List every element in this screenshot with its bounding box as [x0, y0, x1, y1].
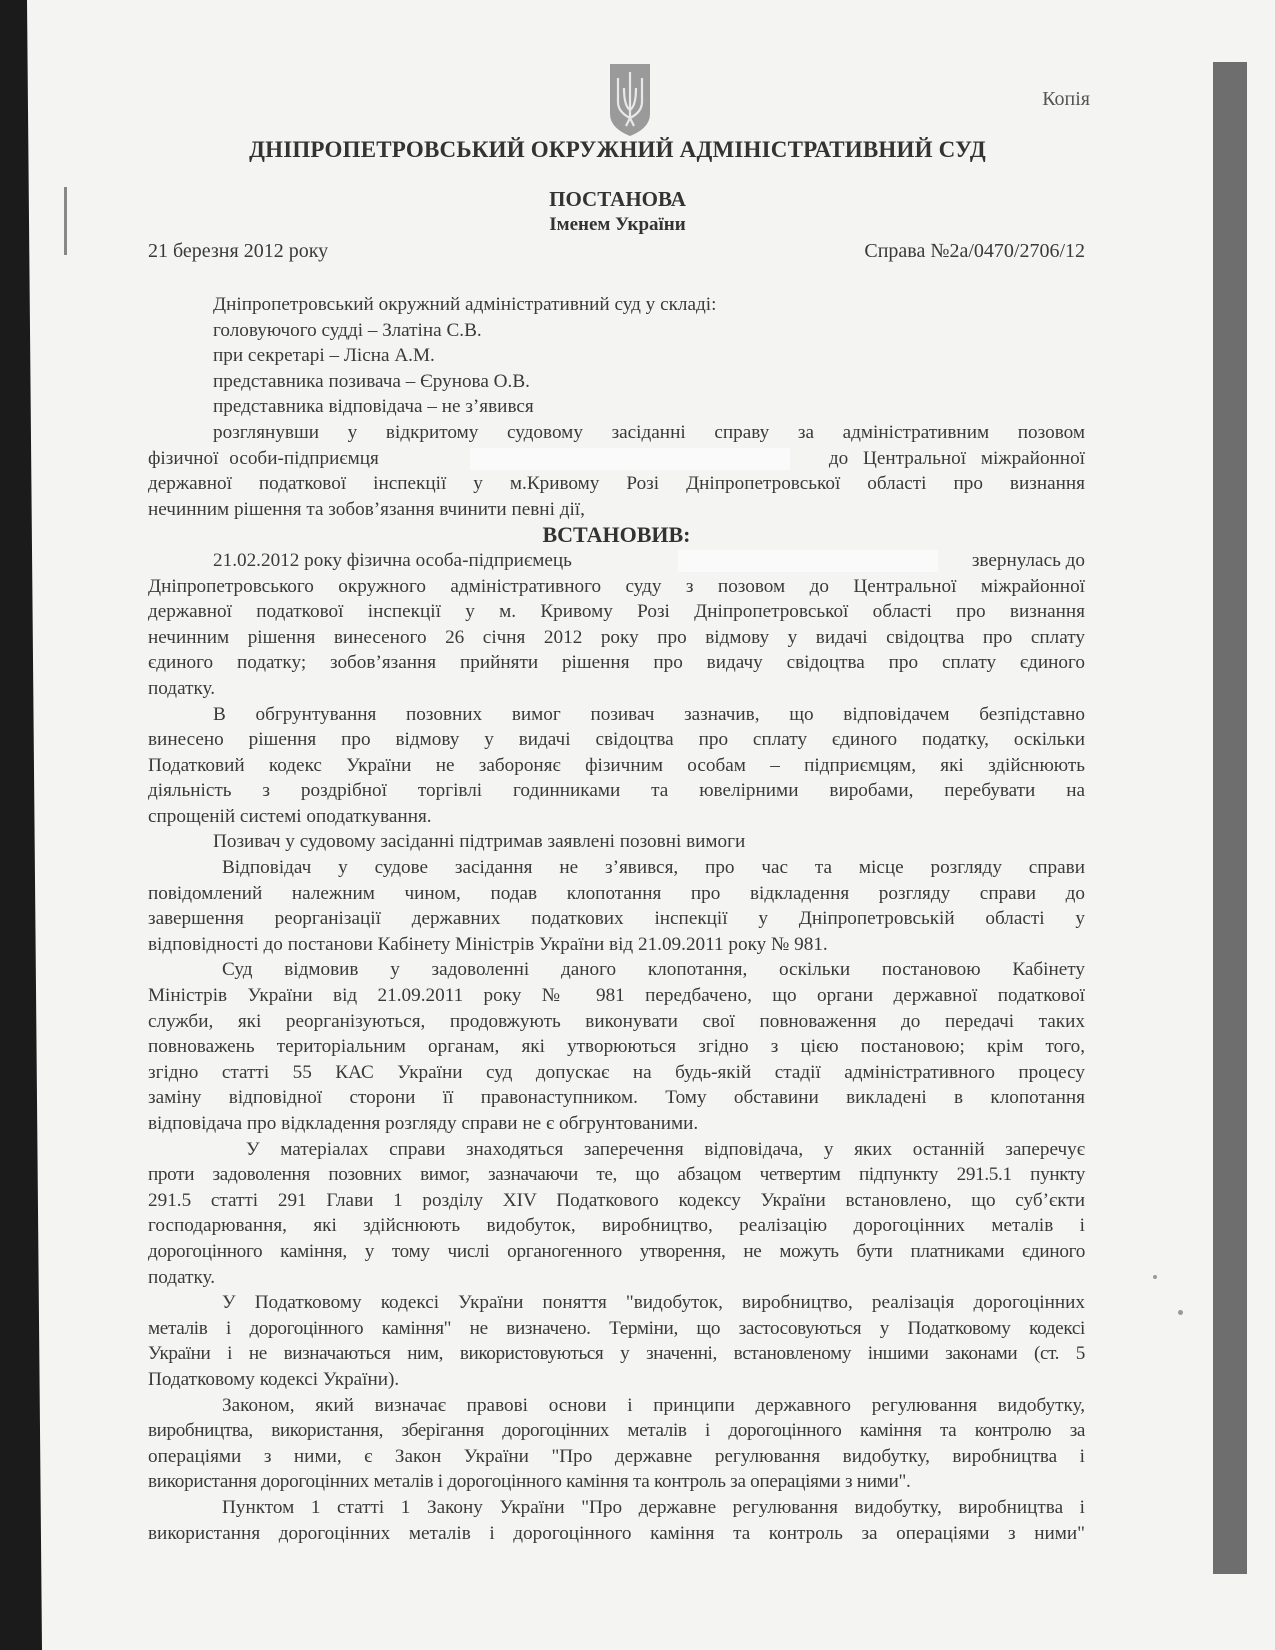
composition-intro: Дніпропетровський окружний адміністративний суд у складі:: [213, 294, 717, 315]
p6-line: 291.5 статті 291 Глави 1 розділу XIV Податкового кодексу України встановлено, що суб’єкти: [148, 1189, 1085, 1211]
p4-line: повідомлений належним чином, подав клопотання про відкладення розгляду справи до: [148, 882, 1085, 904]
composition-defendant-rep: представника відповідача – не з’явився: [213, 396, 534, 418]
p4-line: завершення реорганізації державних податкових інспекції у Дніпропетровській області у: [148, 908, 1085, 930]
p6-line: дорогоцінного каміння, у тому числі органогенного утворення, не можуть бути платниками єдиного: [148, 1240, 1085, 1262]
date-case-line: [148, 240, 1085, 266]
p8-line: операціями з ними, є Закон України "Про державне регулювання видобутку, виробництва і: [148, 1445, 1085, 1467]
intro-line-right: до Центральної міжрайонної: [828, 447, 1085, 469]
intro-line: [148, 446, 1085, 472]
scan-right-edge: [1213, 62, 1247, 1574]
p5-line: Суд відмовив у задоволенні даного клопотання, оскільки постановою Кабінету: [222, 959, 1085, 981]
p3-line: Позивач у судовому засіданні підтримав заявлені позовні вимоги: [213, 831, 746, 853]
p7-line: У Податковому кодексі України поняття "видобуток, виробництво, реалізація дорогоцінних: [222, 1292, 1085, 1314]
p2-line: діяльність з роздрібної торгівлі годинниками та ювелірними виробами, перебувати на: [148, 780, 1085, 802]
p2-line: спрощеній системі оподаткування.: [148, 805, 432, 827]
intro-line: нечинним рішення та зобов’язання вчинити певні дії,: [148, 498, 585, 520]
p1-line-right: звернулась до: [971, 549, 1085, 571]
intro-line: розглянувши у відкритому судовому засіданні справу за адміністративним позовом: [213, 421, 1085, 443]
p7-line: металів і дорогоцінного каміння" не визначено. Терміни, що застосовуються у Податковому кодексі: [148, 1317, 1085, 1339]
p6-line: проти задоволення позовних вимог, зазначаючи те, що абзацом четвертим підпункту 291.5.1 пункту: [148, 1164, 1085, 1186]
document-subtitle: Іменем України: [549, 214, 686, 235]
p5-line: згідно статті 55 КАС України суд допускає на будь-якій стадії адміністративного процесу: [148, 1061, 1085, 1083]
p1-line: [148, 548, 1085, 574]
p5-line: відповідача про відкладення розгляду справи не є обгрунтованими.: [148, 1113, 699, 1134]
p8-line: використання дорогоцінних металів і дорогоцінного каміння та контроль за операціями з ними".: [148, 1471, 911, 1493]
p6-line: У матеріалах справи знаходяться заперечення відповідача, у яких останній заперечує: [246, 1138, 1085, 1160]
p1-line: Дніпропетровського окружного адміністративного суду з позовом до Центральної міжрайонної: [148, 575, 1085, 597]
scan-left-edge: [0, 0, 44, 1650]
redacted-name: [470, 448, 790, 470]
p8-line: Законом, який визначає правові основи і принципи державного регулювання видобутку,: [222, 1394, 1085, 1416]
p7-line: України і не визначаються ним, використовуються у значенні, встановленому іншими законами (ст. 5: [148, 1343, 1085, 1365]
p2-line: винесено рішення про відмову у видачі свідоцтва про сплату єдиного податку, оскільки: [148, 729, 1085, 751]
p5-line: Міністрів України від 21.09.2011 року № 981 передбачено, що органи державної податкової: [148, 985, 1085, 1007]
p1-line: державної податкової інспекції у м. Кривому Розі Дніпропетровської області про визнання: [148, 601, 1085, 623]
p9-line: Пунктом 1 статті 1 Закону України "Про державне регулювання видобутку, виробництва і: [222, 1496, 1085, 1518]
composition-judge: головуючого судді – Златіна С.В.: [213, 319, 482, 341]
p2-line: В обгрунтування позовних вимог позивач зазначив, що відповідачем безпідставно: [213, 703, 1085, 725]
p8-line: виробництва, використання, зберігання дорогоцінних металів і дорогоцінного каміння та контролю за: [148, 1420, 1085, 1442]
ukraine-coat-of-arms-icon: [608, 62, 652, 138]
copy-label: Копія: [1042, 88, 1090, 110]
p1-line-left: 21.02.2012 року фізична особа-підприємець: [213, 549, 572, 571]
composition-plaintiff-rep: представника позивача – Єрунова О.В.: [213, 370, 530, 392]
court-title: ДНІПРОПЕТРОВСЬКИЙ ОКРУЖНИЙ АДМІНІСТРАТИВНИЙ СУД: [249, 137, 986, 162]
p1-line: нечинним рішення винесеного 26 січня 2012 року про відмову у видачі свідоцтва про сплату: [148, 626, 1085, 648]
p6-line: господарювання, які здійснюють видобуток, виробництво, реалізацію дорогоцінних металів і: [148, 1215, 1085, 1237]
case-number: Справа №2а/0470/2706/12: [864, 240, 1085, 262]
p4-line: відповідності до постанови Кабінету Міністрів України від 21.09.2011 року № 981.: [148, 933, 828, 955]
p7-line: Податковому кодексі України).: [148, 1368, 400, 1390]
document-body: [148, 292, 1085, 1546]
composition-secretary: при секретарі – Лісна А.М.: [213, 345, 435, 367]
p2-line: Податковий кодекс України не забороняє фізичним особам – підприємцям, які здійснюють: [148, 754, 1085, 776]
p4-line: Відповідач у судове засідання не з’явився, про час та місце розгляду справи: [222, 857, 1085, 879]
document-type: ПОСТАНОВА: [549, 187, 686, 211]
p9-line: використання дорогоцінних металів і дорогоцінного каміння та контроль за операціями з ними": [148, 1522, 1085, 1544]
p5-line: повноважень територіальним органам, які утворюються згідно з цією постановою; крім того,: [148, 1036, 1085, 1058]
p5-line: заміну відповідної сторони її правонаступником. Тому обставини викладені в клопотання: [148, 1087, 1085, 1109]
intro-line-left: фізичної особи-підприємця: [148, 447, 379, 469]
scan-speck: [1153, 1275, 1157, 1279]
p1-line: податку.: [148, 677, 215, 699]
established-heading: ВСТАНОВИВ:: [542, 522, 691, 548]
decision-date: 21 березня 2012 року: [148, 240, 329, 262]
p6-line: податку.: [148, 1266, 215, 1288]
intro-line: державної податкової інспекції у м.Кривому Розі Дніпропетровської області про визнання: [148, 473, 1085, 495]
p5-line: служби, які реорганізуються, продовжують виконувати свої повноваження до передачі таких: [148, 1010, 1085, 1032]
redacted-name: [678, 550, 938, 572]
scan-speck: [1178, 1310, 1183, 1315]
p1-line: єдиного податку; зобов’язання прийняти рішення про видачу свідоцтва про сплату єдиного: [148, 652, 1085, 674]
